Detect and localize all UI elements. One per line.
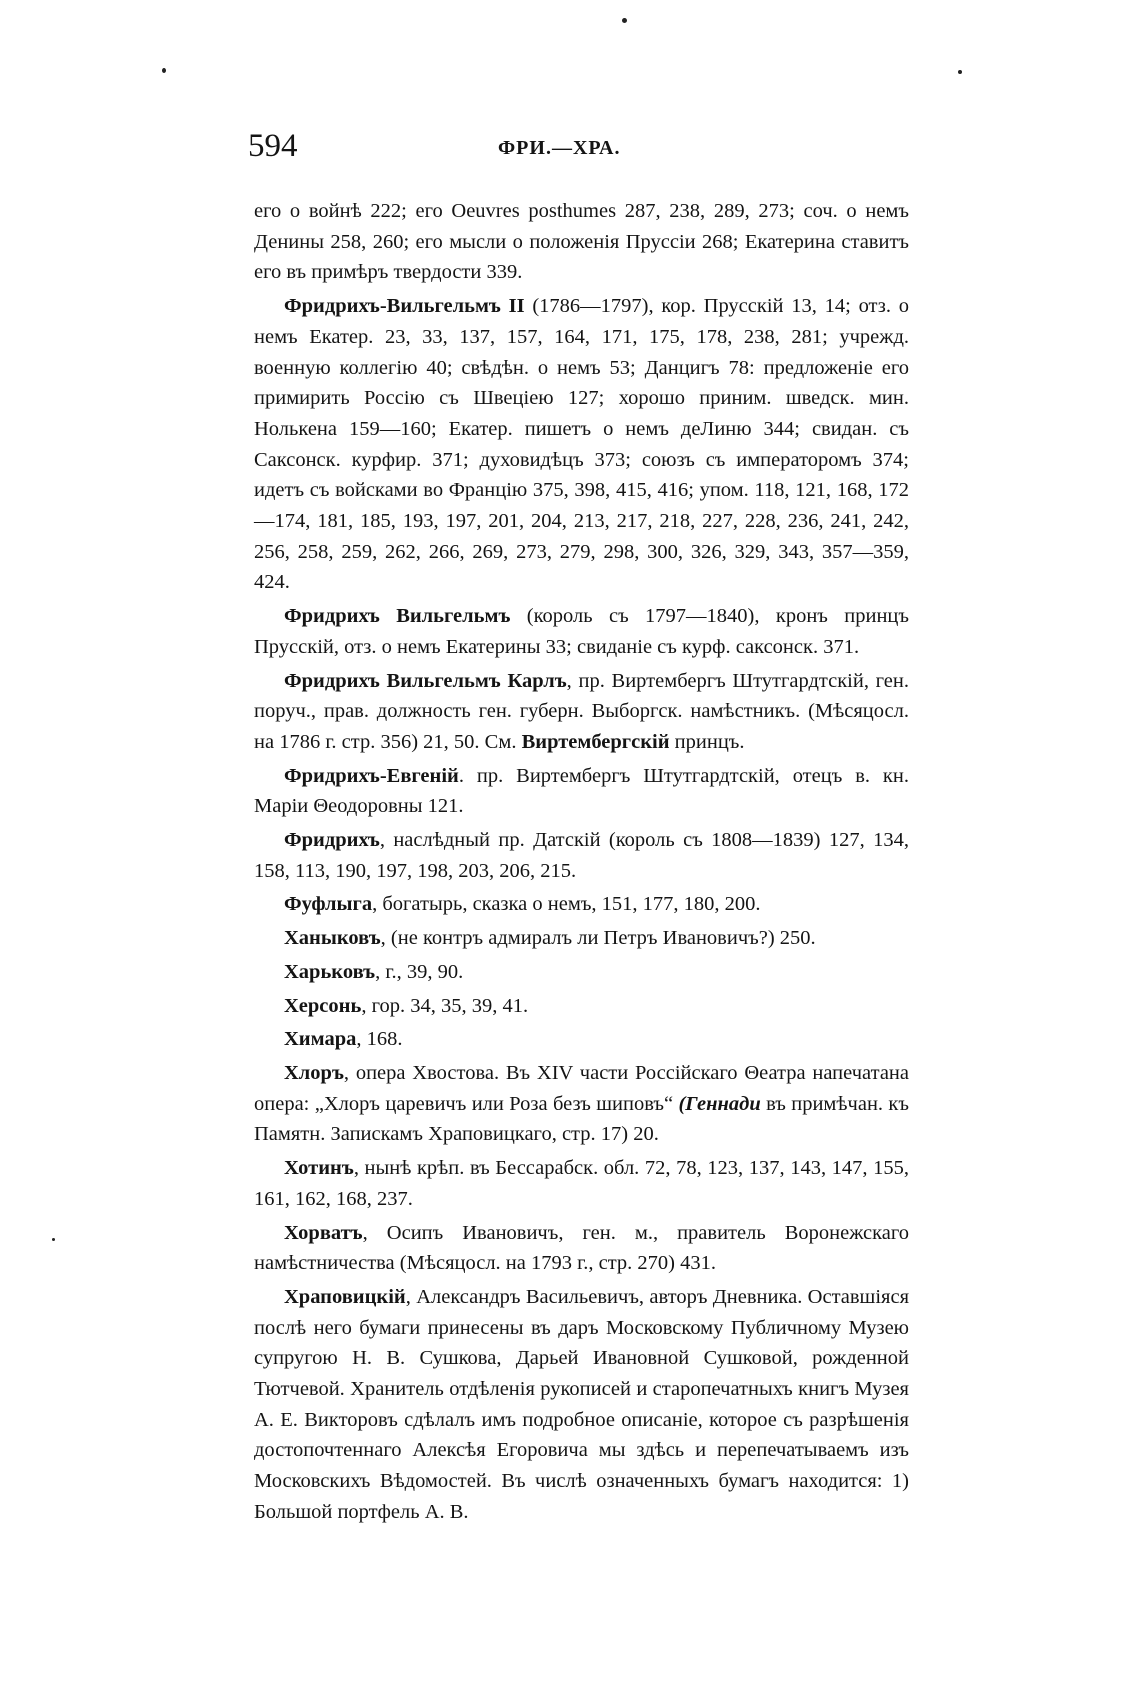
index-entry [254,1218,909,1279]
index-entry [254,1058,909,1150]
entry-text: , Александръ Васильевичъ, авторъ Дневника. Оставшіяся послѣ него бумаги принесены въ даръ Московскому Публичному Музею супругою Н. В. Сушкова, Дарьей Ивановной Сушковой, рожденной Тютчевой. Хранитель отдѣленія рукописей и старопечатныхъ книгъ Музея А. Е. Викторовъ сдѣлалъ имъ подробное описаніе, которое съ разрѣшенія достопочтеннаго Алексѣя Егоровича мы здѣсь и перепечатываемъ изъ Московскихъ Вѣдомостей. Въ числѣ означенныхъ бумагъ находится: 1) Большой портфель А. В. [254,1285,909,1523]
entry-continuation [254,196,909,288]
entry-text-tail: въ примѣчан. къ Памятн. Запискамъ Храповицкаго, стр. 17) 20. [254,1092,909,1146]
entry-text: его о войнѣ 222; его Oeuvres posthumes 287, 238, 289, 273; соч. о немъ Денины 258, 260; его мысли о положенія Пруссіи 268; Екатерина ставитъ его въ примѣръ твердости 339. [254,200,909,284]
entry-headword: Хлоръ [284,1061,344,1084]
entry-cross-reference: Виртембергскій [521,730,670,753]
index-entry [254,601,909,662]
index-entry [254,761,909,822]
entry-headword: Фуфлыга [284,893,373,916]
entry-text: , наслѣдный пр. Датскій (король съ 1808—1839) 127, 134, 158, 113, 190, 197, 198, 203, 206, 215. [254,829,909,882]
index-entry [254,923,909,954]
entry-text: , 168. [356,1028,403,1051]
entry-text: , г., 39, 90. [375,960,464,983]
entry-headword: Фридрихъ Вильгельмъ [284,605,511,628]
speck-left [162,68,166,73]
entry-text: , Осипъ Ивановичъ, ген. м., правитель Воронежскаго намѣстничества (Мѣсяцосл. на 1793 г., стр. 270) 431. [254,1221,909,1275]
entry-text: , нынѣ крѣп. въ Бессарабск. обл. 72, 78, 123, 137, 143, 147, 155, 161, 162, 168, 237. [254,1157,909,1210]
index-entry [254,957,909,988]
entry-headword: Фридрихъ [284,829,380,852]
index-entry [254,825,909,886]
page-number: 594 [248,128,298,164]
entry-headword: Харьковъ [284,960,376,983]
entry-headword: Хотинъ [284,1157,354,1180]
index-entry [254,991,909,1022]
entry-headword: Фридрихъ-Евгеній [284,764,459,787]
index-entry [254,1024,909,1055]
entry-text: , (не контръ адмиралъ ли Петръ Ивановичъ?) 250. [380,927,816,950]
index-entry [254,666,909,758]
index-entry [254,889,909,920]
entry-text: (1786—1797), кор. Прусскій 13, 14; отз. о немъ Екатер. 23, 33, 137, 157, 164, 171, 175, 178, 238, 281; учрежд. военную коллегію 40; свѣдѣн. о немъ 53; Данцигъ 78: предложеніе его примирить Россію съ Швеціею 127; хорошо приним. шведск. мин. Нолькена 159—160; Екатер. пишетъ о немъ деЛиню 344; свидан. съ Саксонск. курфир. 371; духовидѣцъ 373; союзъ съ императоромъ 374; идетъ съ войсками во Францію 375, 398, 415, 416; упом. 118, 121, 168, 172—174, 181, 185, 193, 197, 201, 204, 213, 217, 218, 227, 228, 236, 241, 242, 256, 258, 259, 262, 266, 269, 273, 279, 298, 300, 326, 329, 343, 357—359, 424. [254,295,909,594]
page-body [254,196,909,1531]
entry-italic-reference: (Геннади [678,1092,761,1115]
entry-text: , богатырь, сказка о немъ, 151, 177, 180, 200. [372,893,761,916]
entry-headword: Фридрихъ-Вильгельмъ II [284,295,525,318]
entry-text: (король съ 1797—1840), кронъ принцъ Прусскій, отз. о немъ Екатерины 33; свиданіе съ курф. саксонск. 371. [254,605,909,658]
entry-headword: Ханыковъ [284,927,381,950]
speck-margin [52,1238,55,1241]
speck-right [958,70,962,74]
entry-headword: Фридрихъ Вильгельмъ Карлъ [284,669,567,692]
entry-text: . пр. Виртембергъ Штутгардтскій, отецъ в. кн. Маріи Θеодоровны 121. [254,764,909,818]
speck-top [622,18,627,23]
entry-text: , опера Хвостова. Въ XIV части Россійскаго Θеатра напечатана опера: „Хлоръ царевичъ или Роза безъ шиповъ“ [254,1061,909,1115]
entry-text: , пр. Виртембергъ Штутгардтскій, ген. поруч., прав. должность ген. губерн. Выборгск. намѣстникъ. (Мѣсяцосл. на 1786 г. стр. 356) 21, 50. См. [254,669,910,753]
entry-headword: Храповицкій [284,1285,406,1308]
page-header [248,128,908,172]
index-entry [254,1282,909,1528]
index-entry [254,291,909,598]
entry-headword: Херсонь [284,994,362,1017]
entry-headword: Хорватъ [284,1221,363,1244]
running-title: ФРИ.—ХРА. [498,137,621,159]
entry-text: , гор. 34, 35, 39, 41. [361,994,529,1017]
entry-headword: Химара [284,1028,357,1051]
index-entry [254,1153,909,1214]
entry-text-tail: принцъ. [669,730,745,753]
